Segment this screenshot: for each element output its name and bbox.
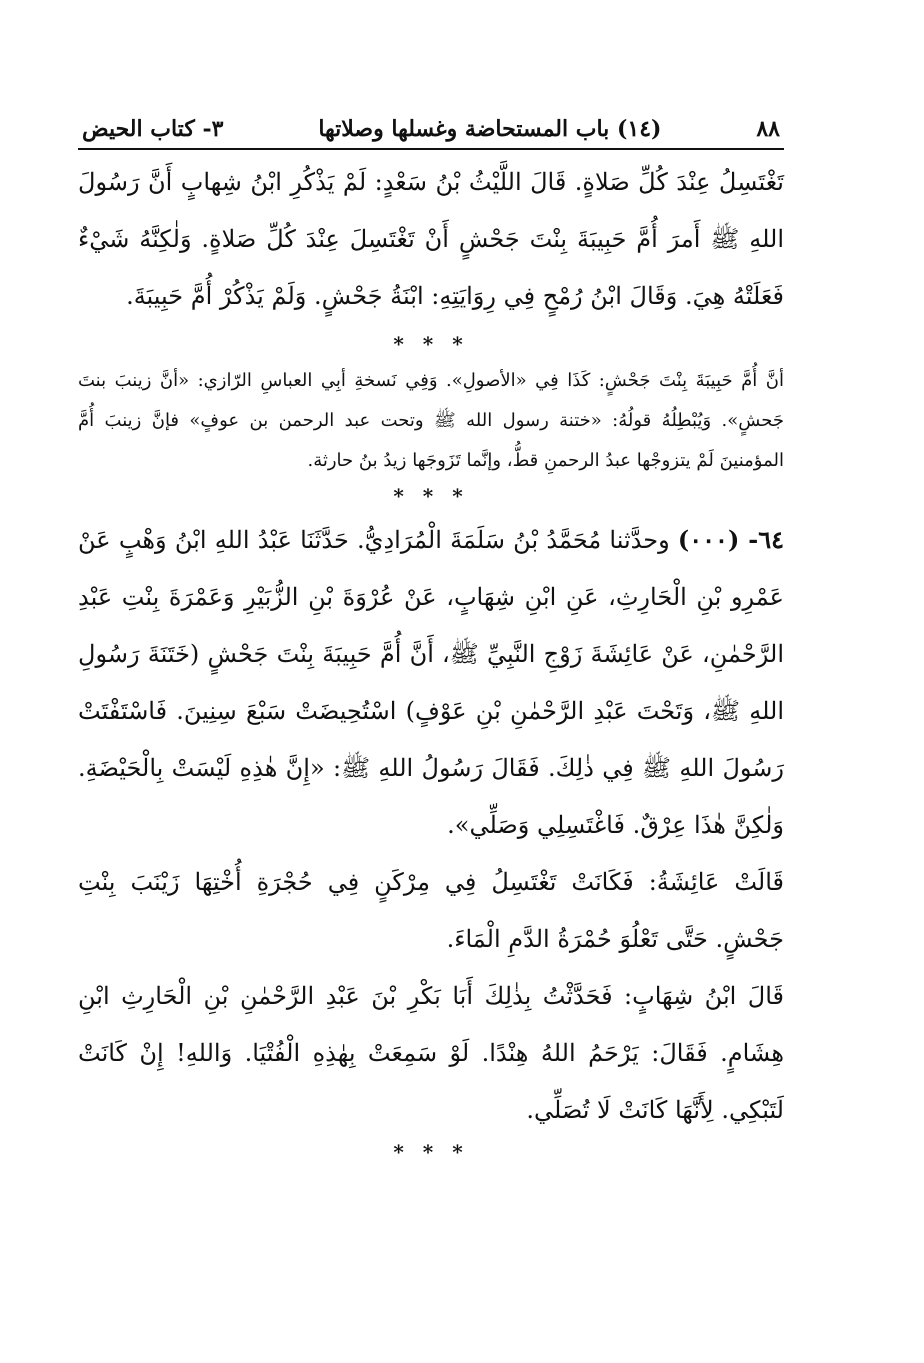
book-page [78, 112, 784, 1312]
hadith-text [78, 511, 784, 854]
page-number: ٨٨ [756, 116, 780, 142]
book-title: ٣- كتاب الحيض [82, 116, 224, 142]
hadith-intro: وحدَّثنا مُحَمَّدُ بْنُ سَلَمَةَ الْمُرَادِيُّ. حَدَّثَنَا عَبْدُ اللهِ ابْنُ وَهْبٍ عَنْ عَمْرِو بْنِ الْحَارِثِ، عَنِ ابْنِ شِهَابٍ، عَنْ عُرْوَةَ بْنِ الزُّبَيْرِ وَعَمْرَةَ بِنْتِ عَبْدِ الرَّحْمٰنِ، عَنْ عَائِشَةَ زَوْجِ النَّبِيِّ ﷺ، أَنَّ أُمَّ حَبِيبَةَ بِنْتَ جَحْشٍ (خَتَنَةَ رَسُولِ اللهِ ﷺ، وَتَحْتَ عَبْدِ الرَّحْمٰنِ بْنِ عَوْفٍ) اسْتُحِيضَتْ سَبْعَ سِنِينَ. فَاسْتَفْتَتْ رَسُولَ اللهِ ﷺ فِي ذٰلِكَ. فَقَالَ رَسُولُ اللهِ ﷺ: «إِنَّ هٰذِهِ لَيْسَتْ بِالْحَيْضَةِ. وَلٰكِنَّ هٰذَا عِرْقٌ. فَاغْتَسِلِي وَصَلِّي». [78, 526, 784, 839]
hadith-block [78, 511, 784, 1139]
top-text: تَغْتَسِلُ عِنْدَ كُلِّ صَلاةٍ. قَالَ اللَّيْثُ بْنُ سَعْدٍ: لَمْ يَذْكُرِ ابْنُ شِهابٍ أَنَّ رَسُولَ اللهِ ﷺ أَمرَ أُمَّ حَبِيبَةَ بِنْتَ جَحْشٍ أَنْ تَغْتَسِلَ عِنْدَ كُلِّ صَلاةٍ. وَلٰكِنَّهُ شَيْءٌ فَعَلَتْهُ هِيَ. وَقَالَ ابْنُ رُمْحٍ فِي رِوَايَتِهِ: ابْنَةُ جَحْشٍ. وَلَمْ يَذْكُرْ أُمَّ حَبِيبَةَ. [78, 168, 784, 310]
page-header [78, 112, 784, 150]
separator-stars: * * * [393, 484, 469, 508]
separator-stars: * * * [393, 1140, 469, 1164]
hadith-paragraph: قَالَتْ عَائِشَةُ: فَكَانَتْ تَغْتَسِلُ فِي مِرْكَنٍ فِي حُجْرَةِ أُخْتِهَا زَيْنَبَ بِنْتِ جَحْشٍ. حَتَّى تَعْلُوَ حُمْرَةُ الدَّمِ الْمَاءَ. [78, 868, 784, 953]
hadith-paragraph: قَالَ ابْنُ شِهَابٍ: فَحَدَّثْتُ بِذٰلِكَ أَبَا بَكْرِ بْنَ عَبْدِ الرَّحْمٰنِ بْنِ الْحَارِثِ ابْنِ هِشَامٍ. فَقَالَ: يَرْحَمُ اللهُ هِنْدًا. لَوْ سَمِعَتْ بِهٰذِهِ الْفُتْيَا. وَاللهِ! إِنْ كَانَتْ لَتَبْكِي. لِأَنَّهَا كَانَتْ لَا تُصَلِّي. [78, 982, 784, 1124]
separator-stars: * * * [393, 332, 469, 356]
hadith-number: ٦٤- (٠٠٠) [677, 525, 784, 554]
footnote-commentary: أنَّ أُمَّ حَبِيبَةَ بِنْتَ جَحْشٍ: كَذَا فِي «الأصولِ». وَفِي نَسخةِ أبِي العباسِ الرّازي: «أنَّ زينبَ بنتَ جَحشٍ». وَيُبْطِلُهُ قولُهُ: «ختنة رسول الله ﷺ وتحت عبد الرحمن بن عوفٍ» فإنَّ زينبَ أُمَّ المؤمنينَ لَمْ يتزوجْها عبدُ الرحمنِ قطُّ، وإنَّما تَزَوجَها زيدُ بنُ حارثة. [78, 370, 784, 471]
chapter-title: (١٤) باب المستحاضة وغسلها وصلاتها [318, 116, 662, 142]
